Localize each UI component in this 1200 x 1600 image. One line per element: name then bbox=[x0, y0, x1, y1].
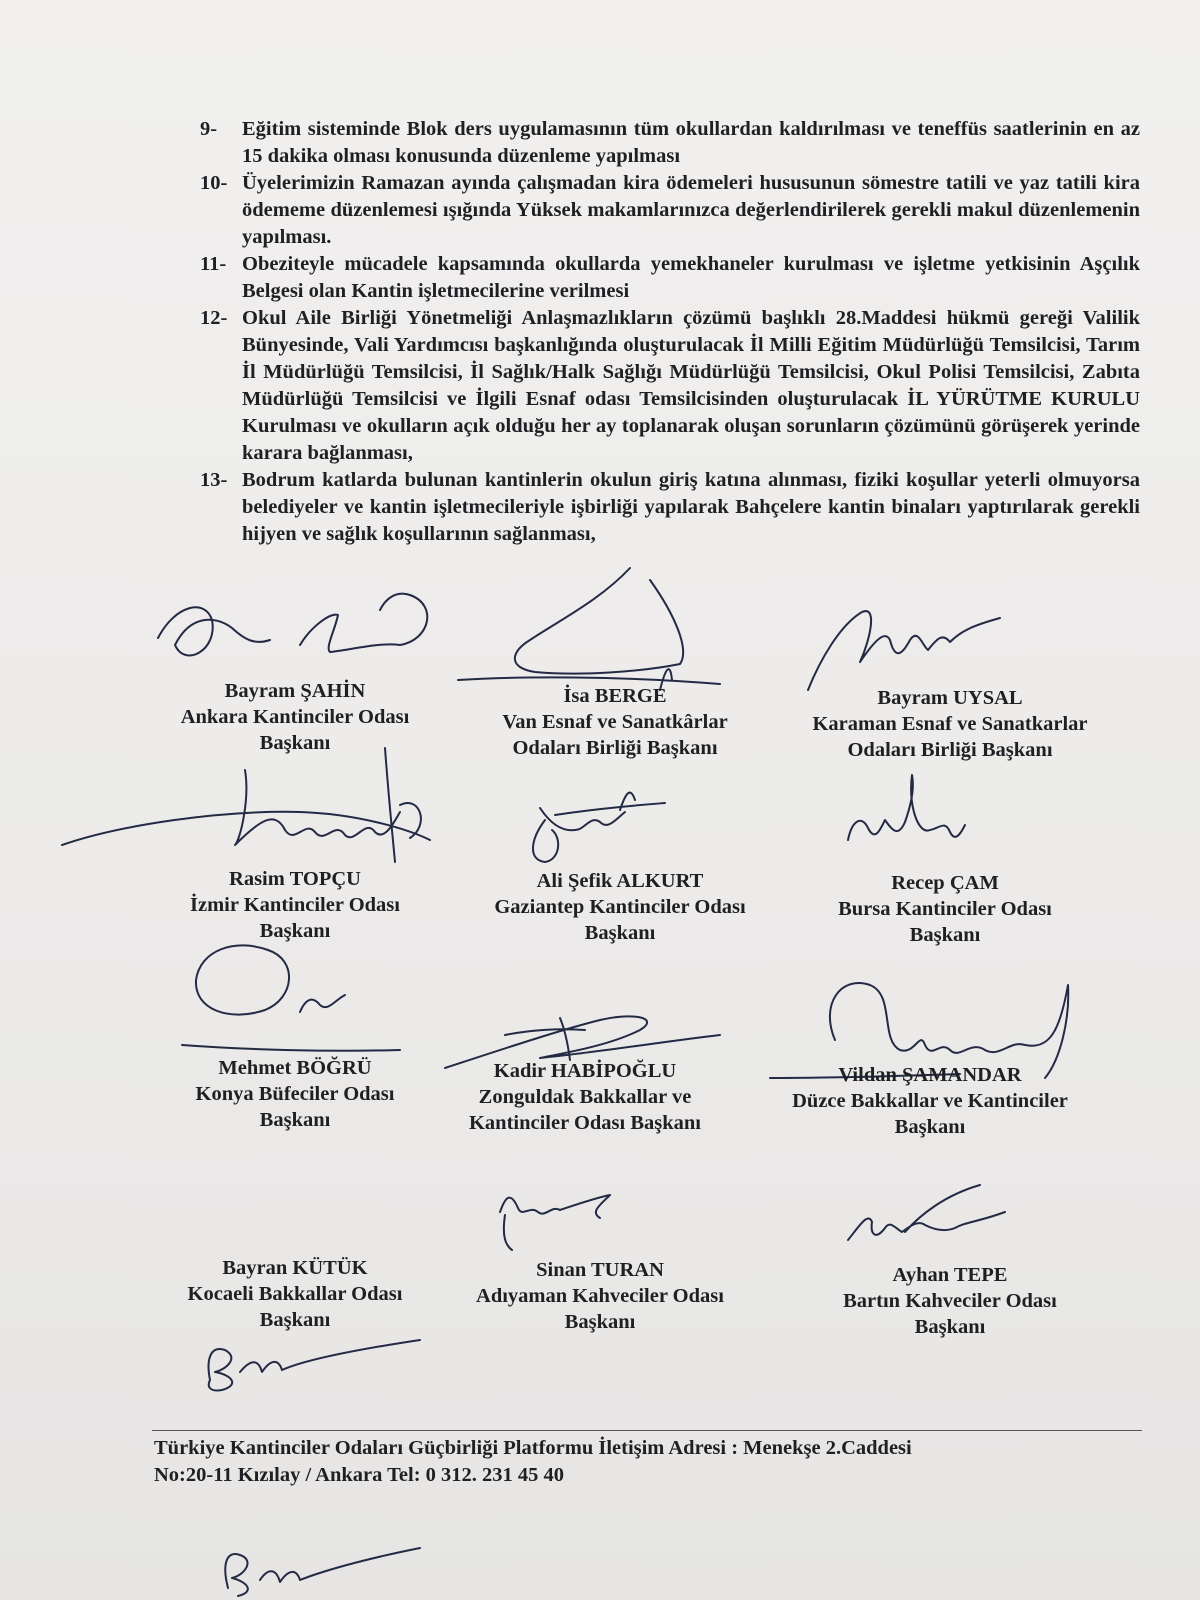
signatory-name: Rasim TOPÇU bbox=[229, 868, 361, 890]
signatory-title: Başkanı bbox=[259, 1309, 331, 1331]
item-text: Üyelerimizin Ramazan ayında çalışmadan kira ödemeleri hususunun sömestre tatili ve yaz tatili kira ödememe düzenlemesi ışığında Yüksek makamlarınızca değerlendirilerek gerekli makul düzenlemenin yapılması. bbox=[242, 172, 1140, 248]
signatory-name: Mehmet BÖĞRÜ bbox=[218, 1057, 372, 1079]
handwritten-signature bbox=[533, 793, 665, 862]
signatory-name: İsa BERGE bbox=[563, 685, 667, 707]
handwritten-signature bbox=[62, 748, 430, 862]
signatory-title: Başkanı bbox=[584, 922, 656, 944]
item-number: 12- bbox=[200, 307, 228, 329]
item-number: 13- bbox=[200, 469, 228, 491]
signatory-block bbox=[760, 1062, 1100, 1140]
signatory-org: Gaziantep Kantinciler Odası bbox=[494, 896, 746, 918]
item-text: Obeziteyle mücadele kapsamında okullarda yemekhaneler kurulması ve işletme yetkisinin Aşçılık Belgesi olan Kantin işletmecilerine verilmesi bbox=[242, 253, 1140, 302]
signatory-org: İzmir Kantinciler Odası bbox=[190, 894, 400, 916]
list-item bbox=[200, 305, 1140, 467]
signatory-name: Bayram UYSAL bbox=[877, 687, 1023, 709]
signatory-name: Kadir HABİPOĞLU bbox=[493, 1060, 677, 1082]
item-text: Okul Aile Birliği Yönetmeliği Anlaşmazlıkların çözümü başlıklı 28.Maddesi hükmü gereği Valilik Bünyesinde, Vali Yardımcısı başkanlığında oluşturulacak İl Milli Eğitim Müdürlüğü Temsilcisi, Tarım İl Müdürlüğü Temsilcisi, İl Sağlık/Halk Sağlığı Müdürlüğü Temsilcisi, Okul Polisi Temsilcisi, Zabıta Müdürlüğü Temsilcisi ve İlgili Esnaf odası Temsilcisinden oluşturulacak İL YÜRÜTME KURULU Kurulması ve okulların açık olduğu her ay toplanarak oluşan sorunların çözümünü görüşerek yerinde karara bağlanması, bbox=[242, 307, 1140, 464]
signatory-name: Sinan TURAN bbox=[536, 1259, 664, 1281]
list-item bbox=[200, 467, 1140, 548]
signatory-name: Ali Şefik ALKURT bbox=[536, 870, 704, 892]
signatory-name: Vildan ŞAMANDAR bbox=[838, 1064, 1022, 1086]
signatory-org: Bartın Kahveciler Odası bbox=[843, 1290, 1057, 1312]
handwritten-signature bbox=[225, 1548, 420, 1596]
signatory-block bbox=[150, 1055, 440, 1133]
signatory-name: Bayram ŞAHİN bbox=[224, 680, 366, 702]
signatory-block bbox=[800, 870, 1090, 948]
item-number: 11- bbox=[200, 253, 227, 275]
handwritten-signature bbox=[808, 611, 1000, 690]
signatory-block bbox=[150, 678, 440, 756]
signatory-org: Adıyaman Kahveciler Odası bbox=[476, 1285, 724, 1307]
signatory-block bbox=[810, 1262, 1090, 1340]
signatory-title: Başkanı bbox=[909, 924, 981, 946]
signatory-block bbox=[780, 685, 1120, 763]
footer-divider bbox=[152, 1430, 1142, 1431]
list-item bbox=[200, 170, 1140, 251]
signatory-org: Düzce Bakkallar ve Kantinciler bbox=[792, 1090, 1068, 1112]
handwritten-signature bbox=[848, 775, 965, 840]
footer-contact bbox=[154, 1435, 912, 1489]
signatory-org: Van Esnaf ve Sanatkârlar bbox=[502, 711, 728, 733]
signatory-title: Odaları Birliği Başkanı bbox=[847, 739, 1053, 761]
signatory-org: Ankara Kantinciler Odası bbox=[180, 706, 410, 728]
signatory-block bbox=[470, 683, 760, 761]
signatory-org: Konya Büfeciler Odası bbox=[195, 1083, 395, 1105]
signatory-name: Ayhan TEPE bbox=[892, 1264, 1008, 1286]
signatory-title: Başkanı bbox=[259, 1109, 331, 1131]
signatory-name: Bayran KÜTÜK bbox=[222, 1257, 368, 1279]
signatory-org: Karaman Esnaf ve Sanatkarlar bbox=[812, 713, 1088, 735]
signatory-name: Recep ÇAM bbox=[891, 872, 999, 894]
signatory-block bbox=[460, 868, 780, 946]
handwritten-signature bbox=[158, 594, 427, 656]
signatory-org: Zonguldak Bakkallar ve bbox=[478, 1086, 692, 1108]
signatory-block bbox=[450, 1257, 750, 1335]
item-number: 9- bbox=[200, 118, 218, 140]
numbered-items-list bbox=[200, 116, 1140, 548]
item-number: 10- bbox=[200, 172, 228, 194]
signatory-title: Başkanı bbox=[259, 920, 331, 942]
handwritten-signature bbox=[848, 1185, 1005, 1240]
handwritten-signature bbox=[458, 568, 720, 690]
list-item bbox=[200, 116, 1140, 170]
signatory-block bbox=[150, 1255, 440, 1333]
signatory-org: Kocaeli Bakkallar Odası bbox=[187, 1283, 403, 1305]
list-item bbox=[200, 251, 1140, 305]
signatory-title: Kantinciler Odası Başkanı bbox=[468, 1112, 701, 1134]
signatory-title: Başkanı bbox=[259, 732, 331, 754]
signatory-title: Başkanı bbox=[894, 1116, 966, 1138]
signatory-block bbox=[430, 1058, 740, 1136]
signatory-title: Başkanı bbox=[564, 1311, 636, 1333]
item-text: Bodrum katlarda bulunan kantinlerin okulun giriş katına alınması, fiziki koşullar yeterli olmuyorsa belediyeler ve kantin işletmecileriyle işbirliği yapılarak Bahçelere kantin binaları yaptırılarak gerekli hijyen ve sağlık koşullarının sağlanması, bbox=[242, 469, 1140, 545]
signatory-block bbox=[150, 866, 440, 944]
footer-address-line: Türkiye Kantinciler Odaları Güçbirliği Platformu İletişim Adresi : Menekşe 2.Caddesi bbox=[154, 1437, 912, 1459]
footer-phone-line: No:20-11 Kızılay / Ankara Tel: 0 312. 231 45 40 bbox=[154, 1464, 565, 1486]
handwritten-signature bbox=[209, 1340, 420, 1391]
signatory-title: Başkanı bbox=[914, 1316, 986, 1338]
handwritten-signature bbox=[182, 945, 400, 1050]
handwritten-signature bbox=[500, 1195, 610, 1250]
signatory-title: Odaları Birliği Başkanı bbox=[512, 737, 718, 759]
signatory-org: Bursa Kantinciler Odası bbox=[838, 898, 1052, 920]
item-text: Eğitim sisteminde Blok ders uygulamasının tüm okullardan kaldırılması ve teneffüs saatlerinin en az 15 dakika olması konusunda düzenleme yapılması bbox=[242, 118, 1140, 167]
